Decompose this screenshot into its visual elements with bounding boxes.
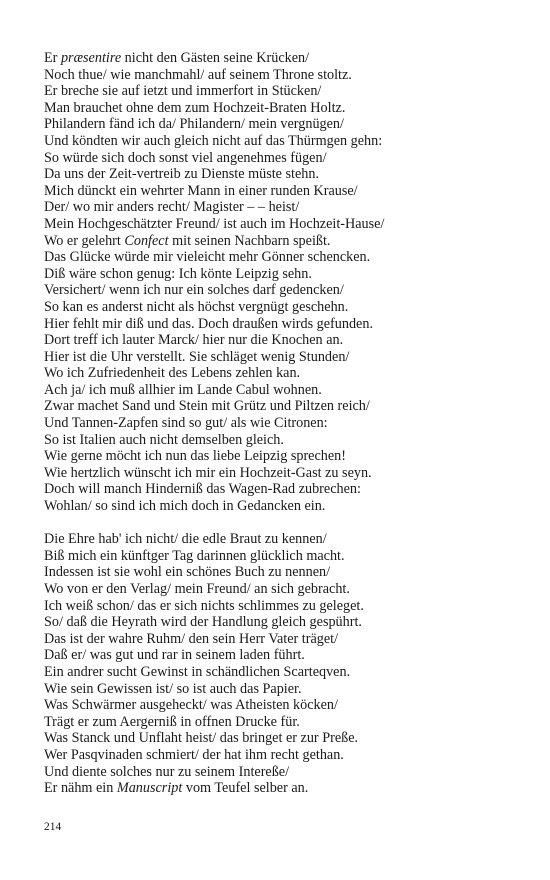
verse-line bbox=[44, 764, 524, 781]
verse-text: Die Ehre hab' ich nicht/ die edle Braut zu kennen/ bbox=[44, 531, 327, 548]
verse-text: Wohlan/ so sind ich mich doch in Gedancken ein. bbox=[44, 498, 326, 515]
italic-term: Manuscript bbox=[116, 780, 183, 797]
verse-text: Trägt er zum Aergerniß in offnen Drucke für. bbox=[44, 713, 300, 730]
verse-line bbox=[44, 316, 524, 333]
verse-text: mit seinen Nachbarn speißt. bbox=[168, 232, 331, 249]
verse-text: So ist Italien auch nicht demselben gleich. bbox=[44, 431, 284, 448]
verse-line bbox=[44, 448, 524, 465]
verse-line bbox=[44, 332, 524, 349]
verse-text: nicht den Gästen seine Krücken/ bbox=[121, 50, 310, 66]
verse-line bbox=[44, 398, 524, 415]
verse-line bbox=[44, 199, 524, 216]
verse-text: Ein andrer sucht Gewinst in schändlichen Scarteqven. bbox=[44, 663, 351, 680]
verse-text: Und Tannen-Zapfen sind so gut/ als wie Citronen: bbox=[44, 415, 328, 432]
verse-text: Ich weiß schon/ das er sich nichts schlimmes zu geleget. bbox=[44, 597, 364, 614]
verse-text: Versichert/ wenn ich nur ein solches darf gedencken/ bbox=[44, 282, 344, 299]
verse-text: So kan es anderst nicht als höchst vergnügt geschehn. bbox=[44, 298, 349, 315]
verse-text: Wie gerne möcht ich nun das liebe Leipzig sprechen! bbox=[44, 448, 346, 465]
verse-text: Der/ wo mir anders recht/ Magister – – heist/ bbox=[44, 199, 300, 216]
verse-line bbox=[44, 697, 524, 714]
verse-text: Er breche sie auf ietzt und immerfort in Stücken/ bbox=[44, 83, 322, 100]
verse-line bbox=[44, 714, 524, 731]
verse-line bbox=[44, 564, 524, 581]
verse-text: Und köndten wir auch gleich nicht auf das Thürmgen gehn: bbox=[44, 132, 383, 149]
verse-line bbox=[44, 282, 524, 299]
verse-line bbox=[44, 730, 524, 747]
italic-term: præsentire bbox=[60, 50, 122, 66]
verse-line bbox=[44, 83, 524, 100]
verse-line bbox=[44, 432, 524, 449]
verse-text: Wie sein Gewissen ist/ so ist auch das Papier. bbox=[44, 680, 302, 697]
page-number: 214 bbox=[44, 821, 62, 833]
verse-text: Wo er gelehrt bbox=[44, 232, 125, 249]
verse-line bbox=[44, 233, 524, 250]
verse-line bbox=[44, 166, 524, 183]
verse-text: Was Stanck und Unflaht heist/ das bringet er zur Preße. bbox=[44, 730, 359, 747]
verse-text: vom Teufel selber an. bbox=[182, 780, 309, 797]
verse-text: Das Glücke würde mir vieleicht mehr Gönner schencken. bbox=[44, 249, 371, 266]
verse-text: Doch will manch Hinderniß das Wagen-Rad zubrechen: bbox=[44, 481, 361, 498]
verse-line bbox=[44, 681, 524, 698]
verse-line bbox=[44, 183, 524, 200]
stanza bbox=[44, 50, 524, 515]
verse-text: Da uns der Zeit-vertreib zu Dienste müste stehn. bbox=[44, 166, 319, 183]
verse-text: Wo ich Zufriedenheit des Lebens zehlen kan. bbox=[44, 365, 301, 382]
verse-line bbox=[44, 349, 524, 366]
verse-line bbox=[44, 100, 524, 117]
verse-line bbox=[44, 581, 524, 598]
verse-line bbox=[44, 531, 524, 548]
verse-line bbox=[44, 465, 524, 482]
verse-line bbox=[44, 664, 524, 681]
verse-line bbox=[44, 780, 524, 797]
verse-text: So würde sich doch sonst viel angenehmes fügen/ bbox=[44, 149, 327, 166]
verse-line bbox=[44, 415, 524, 432]
verse-line bbox=[44, 116, 524, 133]
verse-line bbox=[44, 647, 524, 664]
verse-text: Daß er/ was gut und rar in seinem laden führt. bbox=[44, 647, 305, 664]
verse-text: Noch thue/ wie manchmahl/ auf seinem Throne stoltz. bbox=[44, 66, 352, 83]
verse-text: So/ daß die Heyrath wird der Handlung gleich gespührt. bbox=[44, 614, 362, 631]
verse-text: Philandern fänd ich da/ Philandern/ mein vergnügen/ bbox=[44, 116, 344, 133]
verse-text: Zwar machet Sand und Stein mit Grütz und Piltzen reich/ bbox=[44, 398, 370, 415]
verse-line bbox=[44, 598, 524, 615]
italic-term: Confect bbox=[124, 232, 169, 249]
verse-text: Er nähm ein bbox=[44, 780, 117, 797]
verse-line bbox=[44, 498, 524, 515]
verse-text: Hier ist die Uhr verstellt. Sie schläget wenig Stunden/ bbox=[44, 348, 350, 365]
verse-text: Und diente solches nur zu seinem Intereße/ bbox=[44, 763, 290, 780]
verse-line bbox=[44, 548, 524, 565]
verse-line bbox=[44, 249, 524, 266]
verse-text: Hier fehlt mir diß und das. Doch draußen wirds gefunden. bbox=[44, 315, 373, 332]
verse-line bbox=[44, 631, 524, 648]
verse-text: Er bbox=[44, 50, 61, 66]
verse-text: Diß wäre schon genug: Ich könte Leipzig sehn. bbox=[44, 265, 312, 282]
verse-text: Wie hertzlich wünscht ich mir ein Hochzeit-Gast zu seyn. bbox=[44, 464, 372, 481]
verse-text: Mein Hochgeschätzter Freund/ ist auch im Hochzeit-Hause/ bbox=[44, 215, 385, 232]
poem-text bbox=[44, 50, 524, 797]
verse-text: Was Schwärmer ausgeheckt/ was Atheisten köcken/ bbox=[44, 697, 338, 714]
verse-line bbox=[44, 67, 524, 84]
verse-line bbox=[44, 299, 524, 316]
verse-text: Biß mich ein künftger Tag darinnen glücklich macht. bbox=[44, 547, 345, 564]
verse-line bbox=[44, 382, 524, 399]
verse-text: Indessen ist sie wohl ein schönes Buch zu nennen/ bbox=[44, 564, 331, 581]
verse-text: Wer Pasqvinaden schmiert/ der hat ihm recht gethan. bbox=[44, 746, 344, 763]
verse-text: Das ist der wahre Ruhm/ den sein Herr Vater träget/ bbox=[44, 630, 339, 647]
verse-text: Dort treff ich lauter Marck/ hier nur die Knochen an. bbox=[44, 332, 344, 349]
stanza bbox=[44, 531, 524, 797]
verse-line bbox=[44, 50, 524, 67]
verse-line bbox=[44, 150, 524, 167]
verse-text: Ach ja/ ich muß allhier im Lande Cabul wohnen. bbox=[44, 381, 322, 398]
verse-line bbox=[44, 216, 524, 233]
verse-line bbox=[44, 266, 524, 283]
verse-line bbox=[44, 614, 524, 631]
verse-text: Wo von er den Verlag/ mein Freund/ an sich gebracht. bbox=[44, 581, 350, 597]
verse-line bbox=[44, 481, 524, 498]
verse-text: Mich dünckt ein wehrter Mann in einer runden Krause/ bbox=[44, 182, 358, 199]
verse-text: Man brauchet ohne dem zum Hochzeit-Braten Holtz. bbox=[44, 99, 346, 116]
verse-line bbox=[44, 133, 524, 150]
verse-line bbox=[44, 747, 524, 764]
verse-line bbox=[44, 365, 524, 382]
